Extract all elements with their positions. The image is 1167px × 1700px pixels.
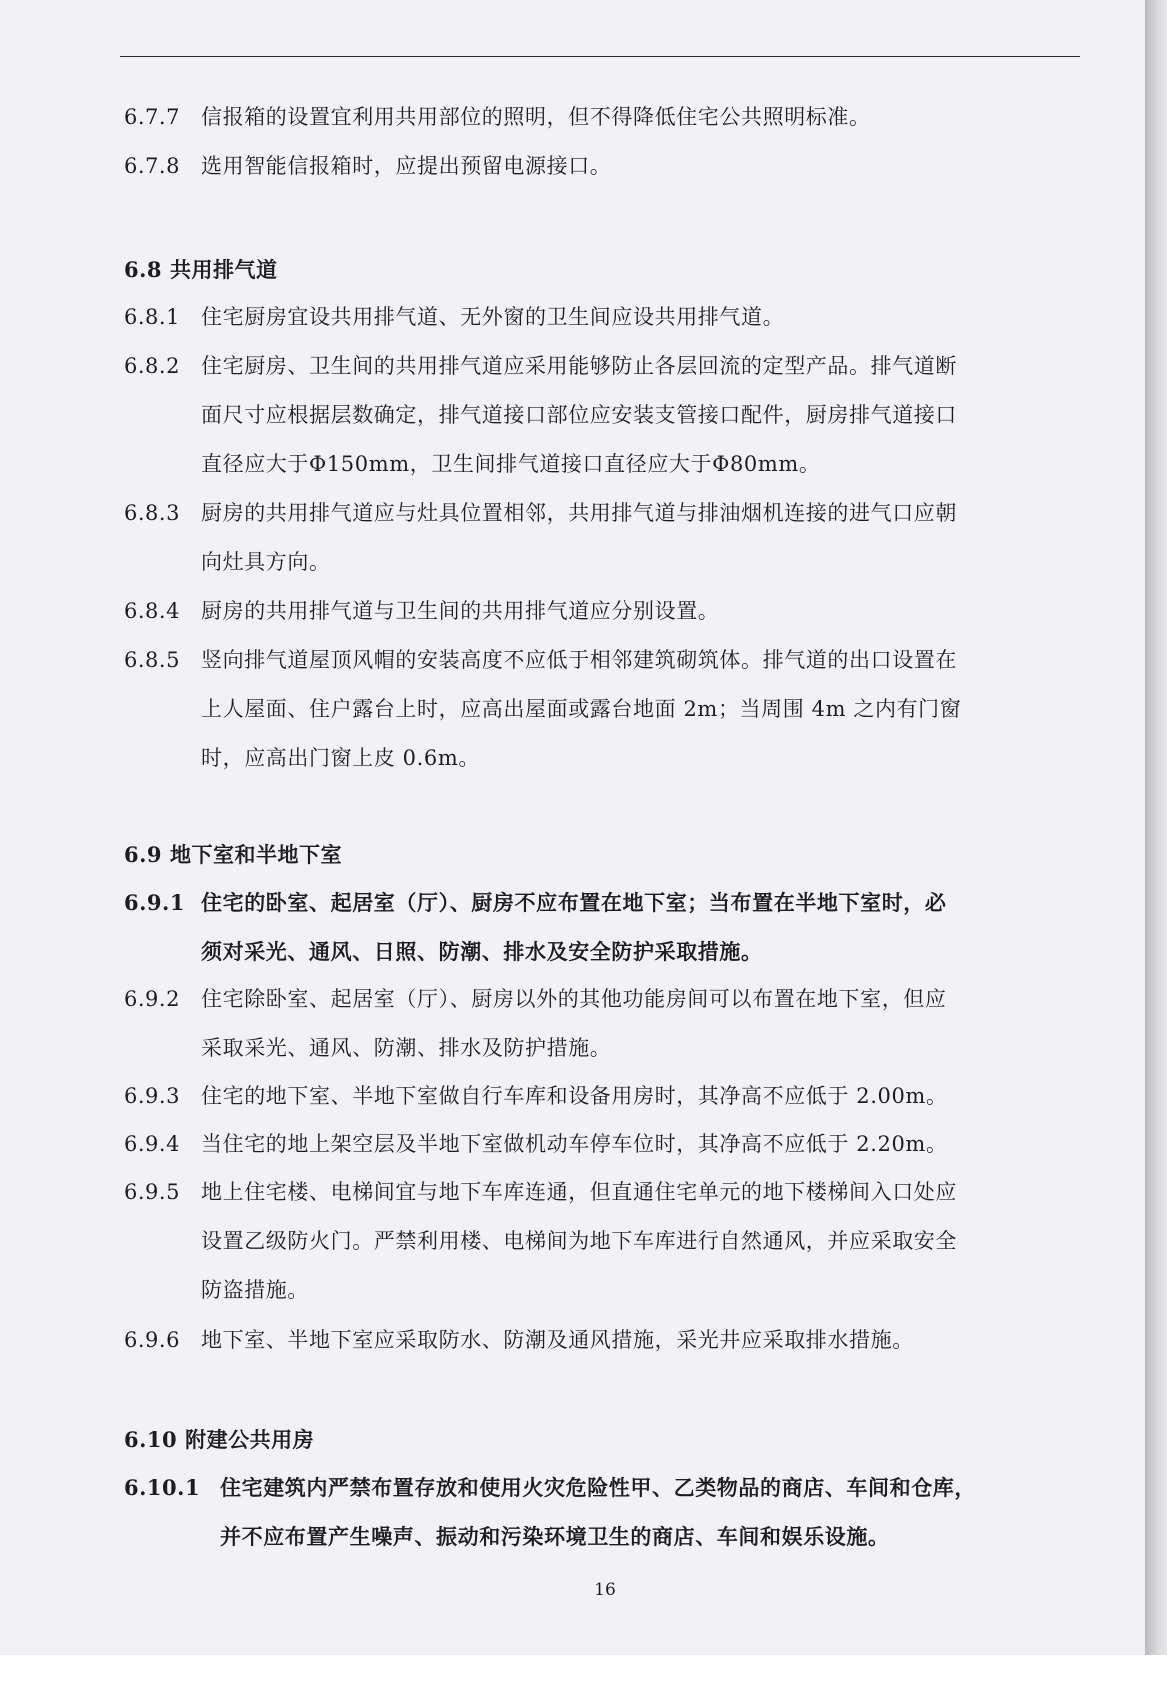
clause-text: 住宅的地下室、半地下室做自行车库和设备用房时，其净高不应低于 2.00m。 bbox=[201, 1084, 948, 1108]
clause-text: 信报箱的设置宜利用共用部位的照明，但不得降低住宅公共照明标准。 bbox=[201, 105, 871, 129]
clause-line: 防盗措施。 bbox=[201, 1278, 309, 1302]
clause-number: 6.8.5 bbox=[124, 648, 180, 672]
clause-text: 厨房的共用排气道与卫生间的共用排气道应分别设置。 bbox=[201, 599, 720, 623]
clause-line: 面尺寸应根据层数确定，排气道接口部位应安装支管接口配件，厨房排气道接口 bbox=[201, 403, 957, 427]
clause-line: 住宅的卧室、起居室（厅）、厨房不应布置在地下室；当布置在半地下室时，必 bbox=[201, 890, 947, 915]
clause-6-9-6 bbox=[124, 1316, 1084, 1365]
section-heading-6-8 bbox=[124, 245, 278, 294]
clause-6-7-8 bbox=[124, 142, 1084, 191]
clause-number: 6.9.2 bbox=[124, 987, 180, 1011]
section-number: 6.10 bbox=[124, 1427, 178, 1452]
clause-number: 6.7.7 bbox=[124, 105, 180, 129]
clause-number: 6.9.1 bbox=[124, 890, 185, 915]
clause-6-10-1 bbox=[124, 1463, 1084, 1561]
clause-line: 采取采光、通风、防潮、排水及防护措施。 bbox=[201, 1036, 612, 1060]
section-number: 6.9 bbox=[124, 842, 163, 867]
clause-text: 当住宅的地上架空层及半地下室做机动车停车位时，其净高不应低于 2.20m。 bbox=[201, 1132, 948, 1156]
clause-line: 地上住宅楼、电梯间宜与地下车库连通，但直通住宅单元的地下楼梯间入口处应 bbox=[201, 1180, 957, 1204]
clause-line: 设置乙级防火门。严禁利用楼、电梯间为地下车库进行自然通风，并应采取安全 bbox=[201, 1229, 957, 1253]
clause-6-9-5 bbox=[124, 1168, 1084, 1315]
clause-line: 住宅厨房、卫生间的共用排气道应采用能够防止各层回流的定型产品。排气道断 bbox=[201, 354, 957, 378]
clause-6-9-1 bbox=[124, 878, 1084, 976]
clause-6-8-3 bbox=[124, 489, 1084, 587]
clause-text: 选用智能信报箱时，应提出预留电源接口。 bbox=[201, 154, 612, 178]
clause-text: 住宅厨房宜设共用排气道、无外窗的卫生间应设共用排气道。 bbox=[201, 305, 785, 329]
clause-6-8-1 bbox=[124, 293, 1084, 342]
clause-number: 6.9.4 bbox=[124, 1132, 180, 1156]
clause-number: 6.9.3 bbox=[124, 1084, 180, 1108]
clause-line: 向灶具方向。 bbox=[201, 550, 331, 574]
section-title: 附建公共用房 bbox=[185, 1427, 315, 1452]
section-title: 共用排气道 bbox=[170, 257, 278, 282]
clause-6-9-3 bbox=[124, 1072, 1084, 1121]
clause-number: 6.9.5 bbox=[124, 1180, 180, 1204]
clause-text: 地下室、半地下室应采取防水、防潮及通风措施，采光井应采取排水措施。 bbox=[201, 1328, 914, 1352]
header-rule bbox=[120, 56, 1080, 57]
clause-number: 6.8.4 bbox=[124, 599, 180, 623]
page-number: 16 bbox=[594, 1580, 616, 1600]
clause-6-9-2 bbox=[124, 975, 1084, 1073]
page-edge-shadow bbox=[1145, 0, 1167, 1655]
clause-6-7-7 bbox=[124, 93, 1084, 142]
clause-line: 住宅建筑内严禁布置存放和使用火灾危险性甲、乙类物品的商店、车间和仓库， bbox=[220, 1475, 976, 1500]
clause-line: 竖向排气道屋顶风帽的安装高度不应低于相邻建筑砌筑体。排气道的出口设置在 bbox=[201, 648, 957, 672]
clause-6-8-2 bbox=[124, 342, 1084, 489]
section-heading-6-10 bbox=[124, 1415, 314, 1464]
clause-6-8-4 bbox=[124, 587, 1084, 636]
clause-number: 6.10.1 bbox=[124, 1475, 201, 1500]
clause-line: 住宅除卧室、起居室（厅）、厨房以外的其他功能房间可以布置在地下室，但应 bbox=[201, 987, 947, 1011]
section-number: 6.8 bbox=[124, 257, 163, 282]
clause-line: 直径应大于Φ150mm，卫生间排气道接口直径应大于Φ80mm。 bbox=[201, 452, 821, 476]
clause-number: 6.9.6 bbox=[124, 1328, 180, 1352]
section-heading-6-9 bbox=[124, 830, 342, 879]
clause-number: 6.7.8 bbox=[124, 154, 180, 178]
clause-line: 须对采光、通风、日照、防潮、排水及安全防护采取措施。 bbox=[201, 939, 763, 964]
clause-number: 6.8.3 bbox=[124, 501, 180, 525]
clause-number: 6.8.2 bbox=[124, 354, 180, 378]
clause-6-9-4 bbox=[124, 1120, 1084, 1169]
clause-line: 上人屋面、住户露台上时，应高出屋面或露台地面 2m；当周围 4m 之内有门窗 bbox=[201, 697, 962, 721]
bottom-margin-strip bbox=[0, 1655, 1167, 1700]
clause-number: 6.8.1 bbox=[124, 305, 180, 329]
section-title: 地下室和半地下室 bbox=[170, 842, 343, 867]
clause-line: 并不应布置产生噪声、振动和污染环境卫生的商店、车间和娱乐设施。 bbox=[220, 1524, 890, 1549]
clause-line: 时，应高出门窗上皮 0.6m。 bbox=[201, 746, 480, 770]
clause-6-8-5 bbox=[124, 636, 1084, 783]
clause-line: 厨房的共用排气道应与灶具位置相邻，共用排气道与排油烟机连接的进气口应朝 bbox=[201, 501, 957, 525]
